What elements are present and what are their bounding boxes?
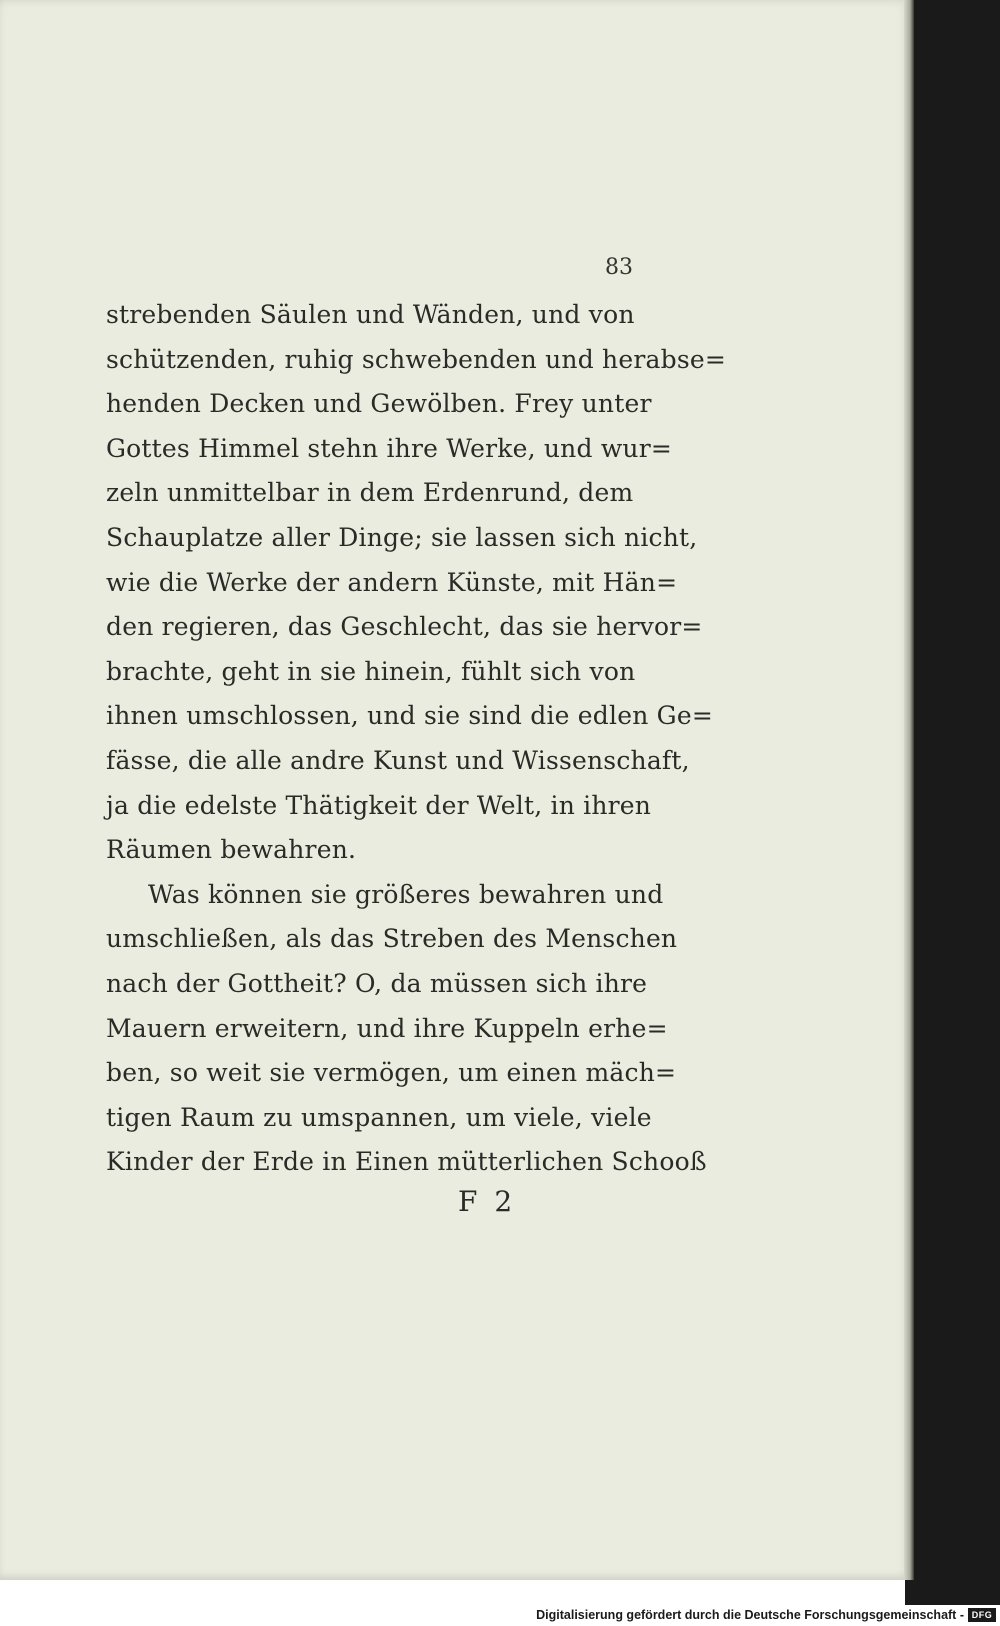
footer-credit: Digitalisierung gefördert durch die Deutsche Forschungsgemeinschaft - xyxy=(536,1608,964,1622)
text-line: Kinder der Erde in Einen mütterlichen Schooß xyxy=(106,1147,707,1177)
text-line: Räumen bewahren. xyxy=(106,835,357,865)
text-line: umschließen, als das Streben des Menschen xyxy=(106,924,678,954)
text-line: henden Decken und Gewölben. Frey unter xyxy=(106,389,652,419)
text-line: nach der Gottheit? O, da müssen sich ihre xyxy=(106,968,648,998)
text-line: zeln unmittelbar in dem Erdenrund, dem xyxy=(106,478,634,508)
text-line: den regieren, das Geschlecht, das sie hervor= xyxy=(106,612,703,642)
text-line: strebenden Säulen und Wänden, und von xyxy=(106,300,635,329)
signature-mark: F 2 xyxy=(458,1185,517,1218)
text-line: tigen Raum zu umspannen, um viele, viele xyxy=(106,1102,652,1132)
text-line: schützenden, ruhig schwebenden und herabse= xyxy=(106,344,726,374)
text-line: ihnen umschlossen, und sie sind die edlen Ge= xyxy=(106,701,713,731)
text-line: Gottes Himmel stehn ihre Werke, und wur= xyxy=(106,433,673,463)
text-line: Schauplatze aller Dinge; sie lassen sich nicht, xyxy=(106,522,698,552)
text-line: ben, so weit sie vermögen, um einen mäch= xyxy=(106,1058,677,1088)
text-line: wie die Werke der andern Künste, mit Hän= xyxy=(106,567,678,597)
scan-background xyxy=(905,0,1000,1605)
page-number: 83 xyxy=(605,255,633,280)
text-line: fässe, die alle andre Kunst und Wissenschaft, xyxy=(106,745,690,775)
text-line: Mauern erweitern, und ihre Kuppeln erhe= xyxy=(106,1013,668,1043)
footer-bar xyxy=(0,1605,1000,1626)
text-line: Was können sie größeres bewahren und xyxy=(148,879,664,909)
page-edge xyxy=(904,0,914,1580)
text-line: ja die edelste Thätigkeit der Welt, in ihren xyxy=(106,790,652,820)
dfg-logo-icon: DFG xyxy=(968,1608,996,1622)
body-text xyxy=(106,293,726,1185)
text-line: brachte, geht in sie hinein, fühlt sich von xyxy=(106,656,636,686)
